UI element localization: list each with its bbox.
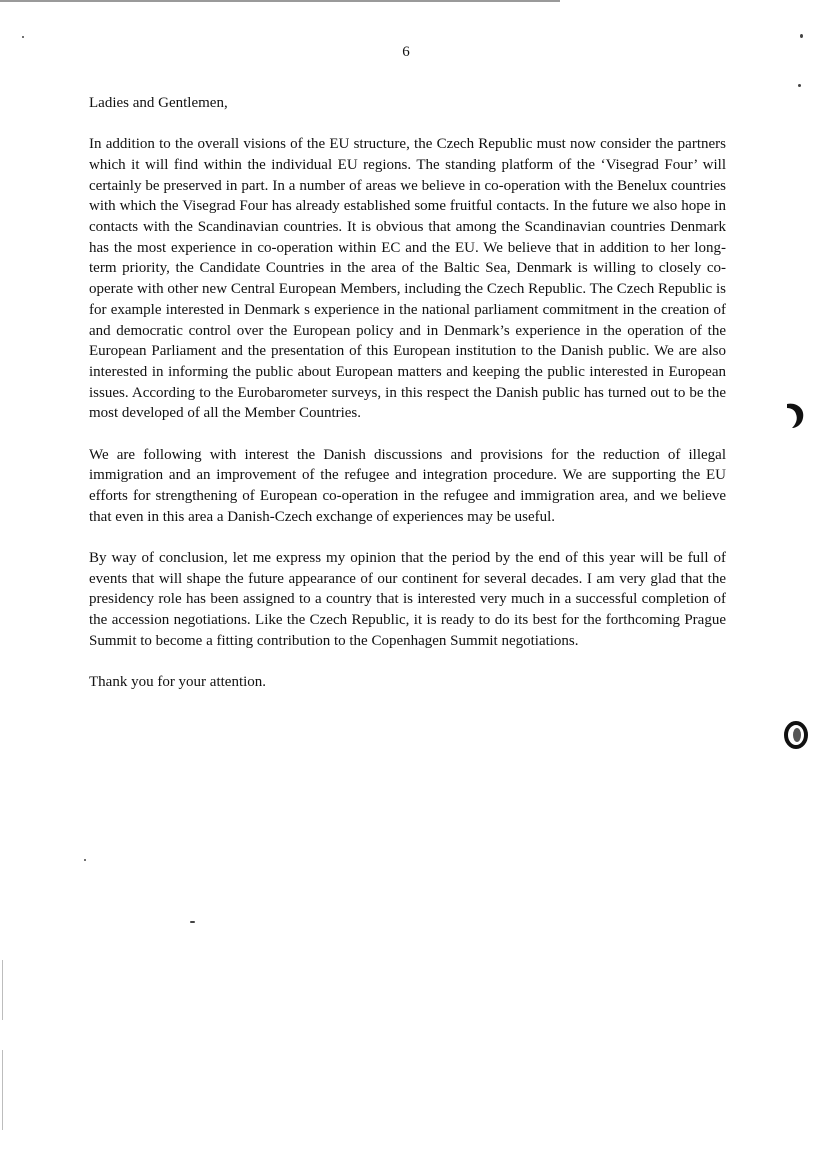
letter-body [89,93,726,713]
scan-speck [190,921,195,923]
punch-hole-ring-icon [783,720,809,750]
punch-hole-mark-icon [783,400,807,430]
scan-edge-top [0,0,560,2]
closing-line: Thank you for your attention. [89,673,267,690]
scan-edge-left [2,960,3,1020]
scan-speck [84,859,86,861]
scan-speck [798,84,801,87]
page-number: 6 [402,44,410,60]
body-paragraph: By way of conclusion, let me express my opinion that the period by the end of this year will be full of events that will shape the future appearance of our continent for several decades. I am very glad that the presidency role has been assigned to a country that is interested very much in a successful completion of the accession negotiations. Like the Czech Republic, it is ready to do its best for the forthcoming Prague Summit to become a fitting contribution to the Copenhagen Summit negotiations. [89,549,726,649]
scan-speck [800,34,803,38]
body-paragraph: We are following with interest the Danish discussions and provisions for the reduction of illegal immigration and an improvement of the refugee and integration procedure. We are supporting the EU efforts for strengthening of European co-operation in the refugee and immigration area, and we believe that even in this area a Danish-Czech exchange of experiences may be useful. [89,446,726,525]
body-paragraph: In addition to the overall visions of the EU structure, the Czech Republic must now consider the partners which it will find within the individual EU regions. The standing platform of the ‘Visegrad Four’ will certainly be preserved in part. In a number of areas we believe in co-operation with the Benelux countries with which the Visegrad Four has already established some fruitful contacts. In the future we also hope in contacts with the Scandinavian countries. It is obvious that among the Scandinavian countries Denmark has the most experience in co-operation within EC and the EU. We believe that in addition to her long-term priority, the Candidate Countries in the area of the Baltic Sea, Denmark is willing to closely co-operate with other new Central European Members, including the Czech Republic. The Czech Republic is for example interested in Denmark s experience in the national parliament commitment in the creation of and democratic control over the European policy and in Denmark’s experience in the operation of the European Parliament and the presentation of this European institution to the Danish public. We are also interested in informing the public about European matters and keeping the public interested in European issues. According to the Eurobarometer surveys, in this respect the Danish public has turned out to be the most developed of all the Member Countries. [89,136,726,422]
salutation: Ladies and Gentlemen, [89,95,228,111]
scan-edge-left [2,1050,3,1130]
scan-speck [22,36,24,38]
